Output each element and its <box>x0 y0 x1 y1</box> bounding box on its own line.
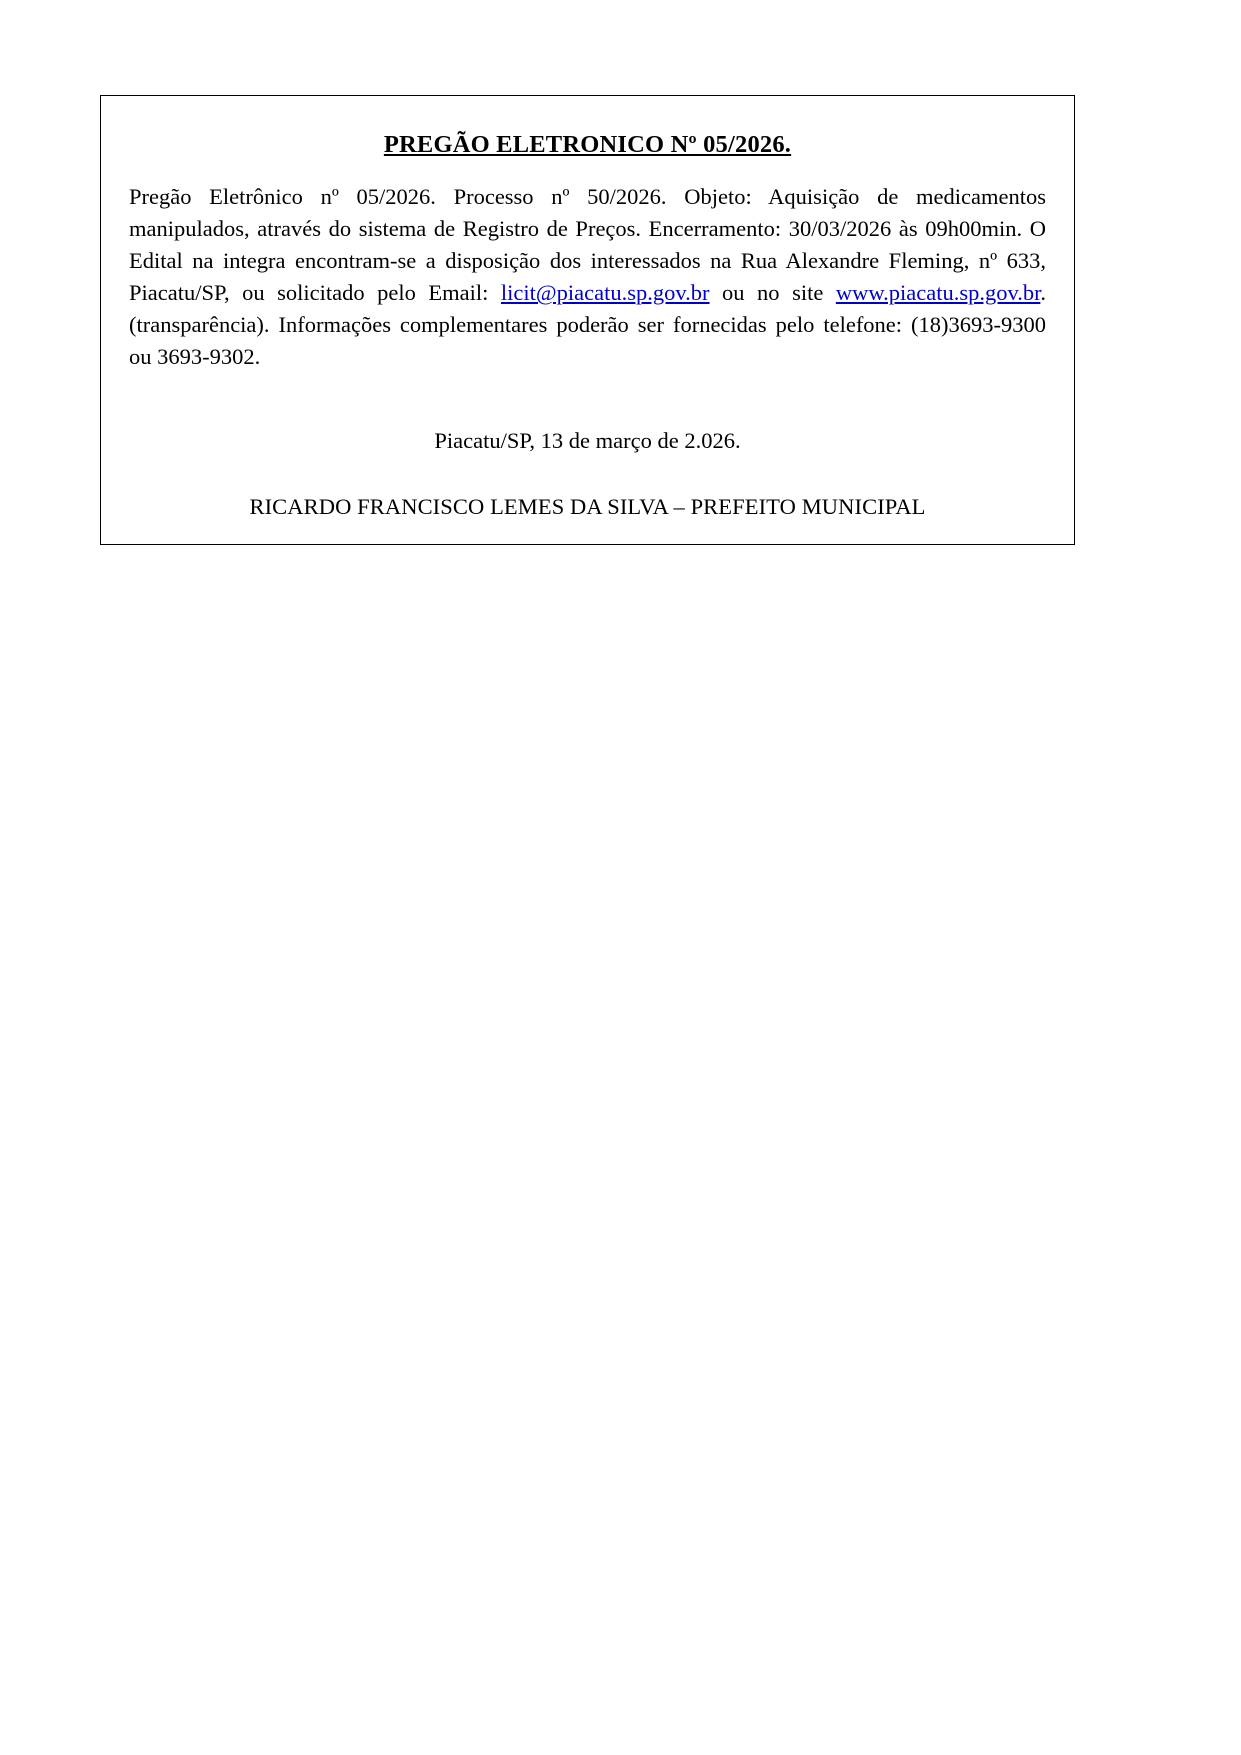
page-title: PREGÃO ELETRONICO Nº 05/2026. <box>383 131 792 158</box>
place-and-date: Piacatu/SP, 13 de março de 2.026. <box>434 428 741 454</box>
notice-body-text-part-3: . (transparência). Informações complementares poderão ser fornecidas pelo telefone: (18)3693-9300 ou 3693-9302. <box>129 280 1046 370</box>
signer-name-and-role: RICARDO FRANCISCO LEMES DA SILVA – PREFEITO MUNICIPAL <box>249 493 926 519</box>
notice-body-text-part-2: ou no site <box>709 280 836 306</box>
website-link[interactable]: www.piacatu.sp.gov.br <box>835 280 1041 306</box>
email-link[interactable]: licit@piacatu.sp.gov.br <box>500 280 710 306</box>
public-notice-box <box>100 95 1075 545</box>
notice-body-paragraph <box>129 181 1046 373</box>
notice-body-text-part-1: Pregão Eletrônico nº 05/2026. Processo nº 50/2026. Objeto: Aquisição de medicamentos manipulados, através do sistema de Registro de Preços. Encerramento: 30/03/2026 às 09h00min. O Edital na integra encontram-se a disposição dos interessados na Rua Alexandre Fleming, nº 633, Piacatu/SP, ou solicitado pelo Email: <box>129 184 1046 306</box>
spacer <box>129 379 1046 425</box>
